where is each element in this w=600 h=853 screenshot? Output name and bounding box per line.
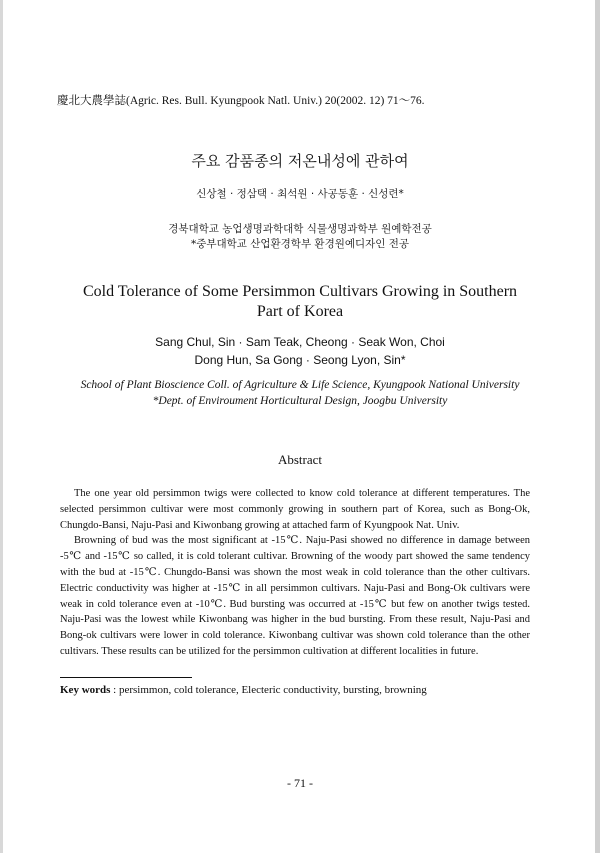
abstract-body bbox=[60, 486, 530, 660]
korean-affiliation-line: 경북대학교 농업생명과학대학 식물생명과학부 원예학전공 bbox=[168, 223, 432, 235]
korean-title: 주요 감품종의 저온내성에 관하여 bbox=[191, 152, 409, 170]
english-title-line: Part of Korea bbox=[256, 303, 344, 320]
english-title-line: Cold Tolerance of Some Persimmon Cultivars Growing in Southern bbox=[82, 283, 518, 300]
journal-header: 慶北大農學誌(Agric. Res. Bull. Kyungpook Natl. Univ.) 20(2002. 12) 71～76. bbox=[57, 95, 425, 107]
korean-authors: 신상철 · 정삼택 · 최석원 · 사공동훈 · 신성련* bbox=[196, 188, 404, 200]
korean-affiliations bbox=[0, 222, 600, 252]
abstract-paragraph: The one year old persimmon twigs were collected to know cold tolerance at different temperatures. The selected persimmon cultivar were most commonly growing in southern part of Korea, such as Bong-Ok, Chungdo-Bansi, Naju-Pasi and Kiwonbang growing at attached farm of Kyungpook Nat. Univ. bbox=[60, 488, 530, 531]
abstract-paragraph: Browning of bud was the most significant at -15℃. Naju-Pasi showed no difference in damage between -5℃ and -15℃ so called, it is cold tolerant cultivar. Browning of the woody part showed the same tendency with the bud at -15℃. Chungdo-Bansi was shown the most weak in cold tolerance than the other cultivars. Electric conductivity was higher at -15℃ in all persimmon cultivars. Naju-Pasi and Bong-Ok cultivars were weak in cold tolerance even at -10℃. Bud bursting was occurred at -15℃ but few on another twigs tested. Naju-Pasi was the lowest while Kiwonbang was higher in the bud bursting. From these result, Naju-Pasi and Bong-ok cultivars were lower in cold tolerance. Kiwonbang cultivar was shown cold tolerance than the other cultivars. These results can be utilized for the persimmon cultivation at different localities in future. bbox=[60, 535, 530, 657]
english-affiliation-line: *Dept. of Enviroument Horticultural Design, Joogbu University bbox=[152, 395, 448, 407]
keywords-list: : persimmon, cold tolerance, Electeric conductivity, bursting, browning bbox=[110, 684, 427, 696]
keywords-label: Key words bbox=[60, 684, 111, 696]
abstract-heading: Abstract bbox=[277, 452, 323, 467]
english-affiliations bbox=[0, 377, 600, 409]
english-authors-line: Dong Hun, Sa Gong · Seong Lyon, Sin* bbox=[194, 353, 406, 367]
english-affiliation-line: School of Plant Bioscience Coll. of Agriculture & Life Science, Kyungpook National University bbox=[80, 379, 520, 391]
scan-right-edge bbox=[595, 0, 600, 853]
keywords bbox=[60, 684, 427, 696]
scan-left-edge bbox=[0, 0, 3, 853]
english-authors-line: Sang Chul, Sin · Sam Teak, Cheong · Seak Won, Choi bbox=[155, 335, 445, 349]
keywords-divider bbox=[60, 677, 192, 678]
english-authors bbox=[0, 333, 600, 369]
korean-affiliation-line: *중부대학교 산업환경학부 환경원예디자인 전공 bbox=[190, 238, 410, 250]
page-number: - 71 - bbox=[287, 776, 313, 790]
english-title bbox=[0, 282, 600, 322]
